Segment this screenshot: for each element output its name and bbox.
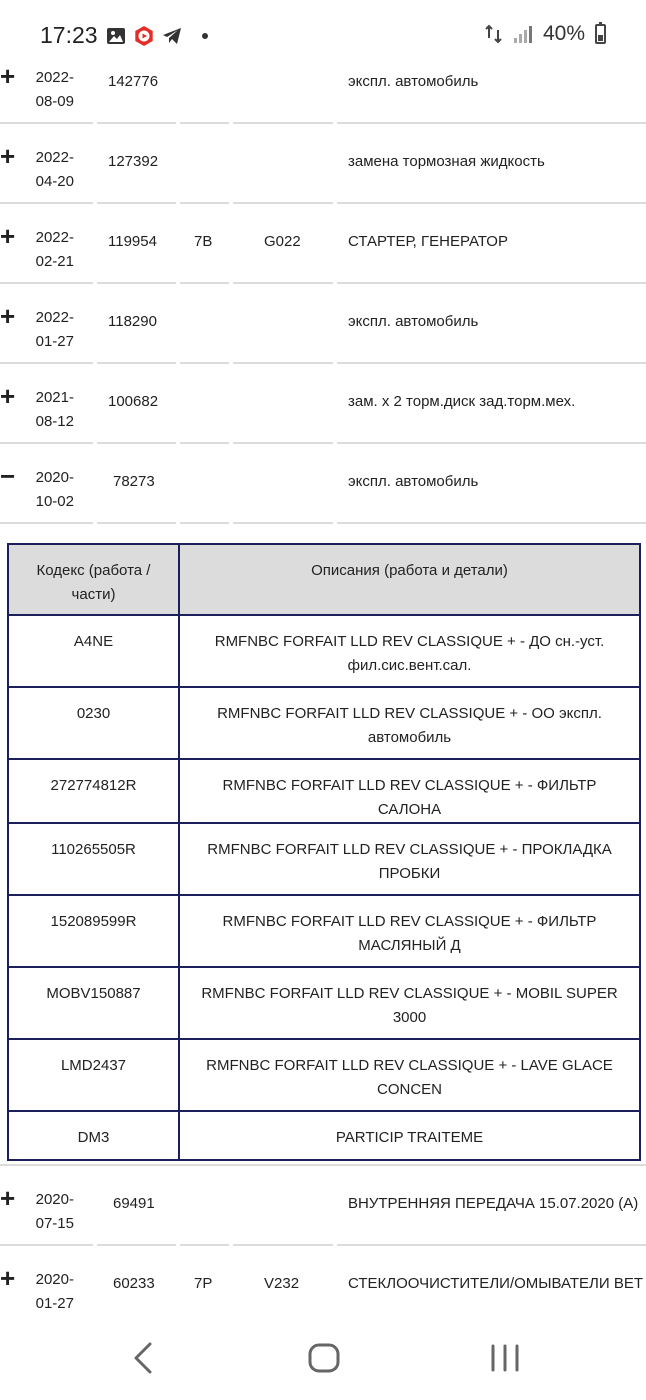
youtube-icon [134,26,154,46]
header-code: Кодекс (работа / части) [8,544,179,615]
signal-icon [513,24,533,44]
status-system-icons [485,22,606,46]
service-description: СТАРТЕР, ГЕНЕРАТОР [348,233,508,250]
work-code: 7P [194,1275,213,1292]
details-row [8,823,640,895]
service-history-list-continued [0,1164,646,1326]
mileage: 119954 [108,233,157,250]
mileage: 78273 [113,473,155,490]
navigation-bar [0,1318,646,1400]
service-date: 2022- 04-20 [35,149,74,190]
column-gap [333,522,337,524]
service-date: 2022- 08-09 [35,69,74,110]
telegram-icon [162,26,182,46]
service-history-list [0,44,646,524]
part-code: 110265505R [8,823,179,895]
operation-code: V232 [264,1275,300,1292]
part-description: RMFNBC FORFAIT LLD REV CLASSIQUE + - MOBIL SUPER 3000 [179,967,640,1039]
details-row [8,1111,640,1160]
part-code: 272774812R [8,759,179,823]
part-code: A4NE [8,615,179,687]
expand-toggle[interactable]: + [0,61,16,91]
status-time: 17:23 [40,22,98,48]
header-description: Описания (работа и детали) [179,544,640,615]
part-description: RMFNBC FORFAIT LLD REV CLASSIQUE + - LAVE GLACE CONCEN [179,1039,640,1111]
part-description: RMFNBC FORFAIT LLD REV CLASSIQUE + - ФИЛЬТР МАСЛЯНЫЙ Д [179,895,640,967]
column-gap [176,522,180,524]
service-date: 2021- 08-12 [35,389,74,430]
part-description: PARTICIP TRAITEME [179,1111,640,1160]
column-gap [229,522,233,524]
details-row [8,687,640,759]
work-code: 7B [194,233,213,250]
service-description: экспл. автомобиль [348,473,479,490]
service-date: 2020- 07-15 [35,1191,74,1232]
column-gap [93,522,97,524]
gallery-icon [106,26,126,46]
part-code: 0230 [8,687,179,759]
part-code: LMD2437 [8,1039,179,1111]
expand-toggle[interactable]: + [0,141,16,171]
part-code: DM3 [8,1111,179,1160]
part-description: RMFNBC FORFAIT LLD REV CLASSIQUE + - ДО сн.-уст. фил.сис.вент.сал. [179,615,640,687]
details-row [8,615,640,687]
service-row[interactable] [0,44,646,124]
service-row[interactable] [0,1246,646,1326]
service-description: экспл. автомобиль [348,313,479,330]
details-row [8,759,640,823]
mileage: 69491 [113,1195,155,1212]
service-date: 2020- 01-27 [35,1271,74,1312]
home-icon[interactable] [304,1338,344,1378]
expand-toggle[interactable]: + [0,1183,16,1213]
collapse-toggle[interactable]: − [0,461,16,491]
service-row[interactable] [0,284,646,364]
service-details-table [7,543,641,1161]
service-description: ВНУТРЕННЯЯ ПЕРЕДАЧА 15.07.2020 (A) [348,1195,639,1212]
service-description: СТЕКЛООЧИСТИТЕЛИ/ОМЫВАТЕЛИ ВЕТ [348,1275,644,1292]
details-row [8,895,640,967]
service-description: экспл. автомобиль [348,73,479,90]
battery-percent: 40% [542,22,585,45]
service-row[interactable] [0,204,646,284]
operation-code: G022 [264,233,301,250]
data-arrows-icon [485,24,503,44]
part-code: MOBV150887 [8,967,179,1039]
expand-toggle[interactable]: + [0,301,16,331]
service-date: 2022- 01-27 [35,309,74,350]
notification-dot [202,33,208,39]
battery-icon [595,24,606,44]
mileage: 127392 [108,153,159,170]
service-date: 2020- 10-02 [35,469,74,510]
mileage: 60233 [113,1275,155,1292]
expand-toggle[interactable]: + [0,221,16,251]
part-description: RMFNBC FORFAIT LLD REV CLASSIQUE + - ОО экспл. автомобиль [179,687,640,759]
expand-toggle[interactable]: + [0,381,16,411]
part-description: RMFNBC FORFAIT LLD REV CLASSIQUE + - ПРОКЛАДКА ПРОБКИ [179,823,640,895]
status-notification-icons [106,26,208,46]
recents-icon[interactable] [485,1338,525,1378]
service-row-expanded[interactable] [0,444,646,524]
details-header-row [8,544,640,615]
part-code: 152089599R [8,895,179,967]
service-description: замена тормозная жидкость [348,153,545,170]
details-row [8,967,640,1039]
back-icon[interactable] [124,1338,164,1378]
mileage: 118290 [108,313,157,330]
service-row[interactable] [0,124,646,204]
service-date: 2022- 02-21 [35,229,74,270]
service-description: зам. х 2 торм.диск зад.торм.мех. [348,393,576,410]
expand-toggle[interactable]: + [0,1263,16,1293]
service-row[interactable] [0,1166,646,1246]
mileage: 100682 [108,393,159,410]
part-description: RMFNBC FORFAIT LLD REV CLASSIQUE + - ФИЛЬТР САЛОНА [179,759,640,823]
details-row [8,1039,640,1111]
service-row[interactable] [0,364,646,444]
mileage: 142776 [108,73,159,90]
